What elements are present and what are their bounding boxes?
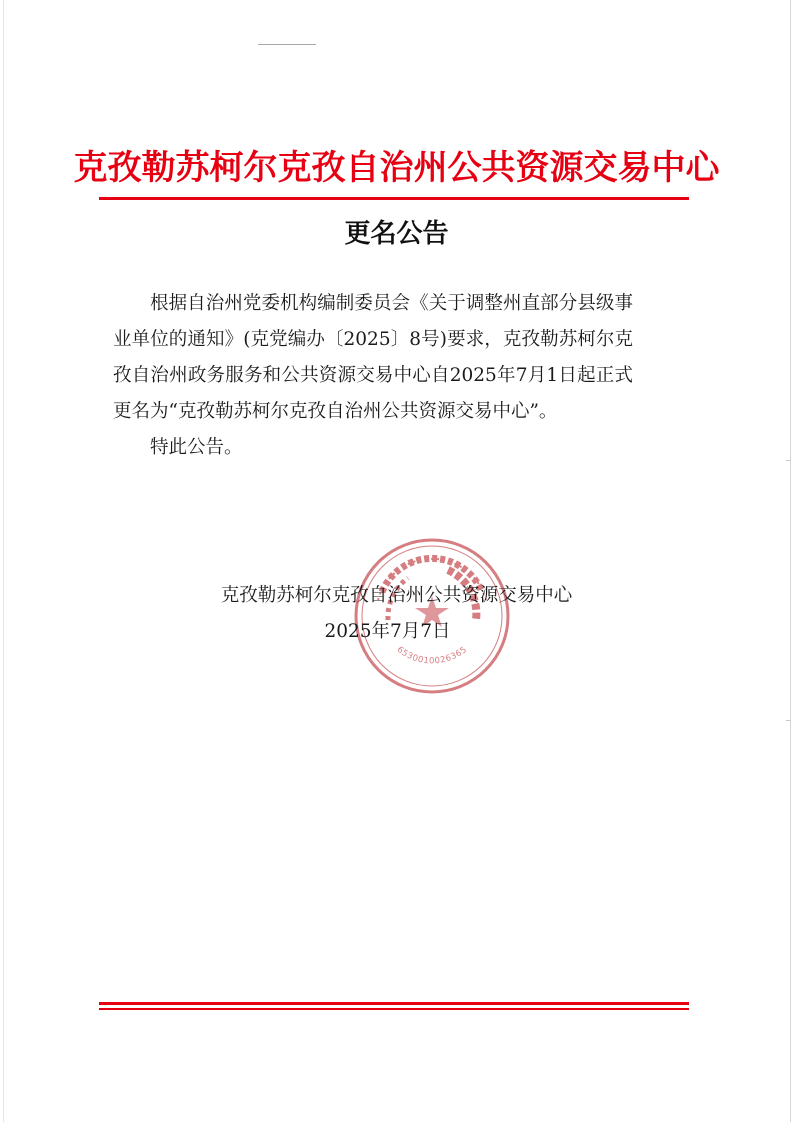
margin-tick [786,460,791,461]
issue-date: 2025年7月7日 [324,621,451,642]
margin-tick [786,720,791,721]
scan-mark [258,44,316,45]
footer-rule-thick [99,1002,689,1005]
header-red-rule [99,197,689,200]
issuer-name: 克孜勒苏柯尔克孜自治州公共资源交易中心 [220,585,573,606]
signature-block [0,578,793,650]
document-title: 更名公告 [344,219,449,249]
page-left-edge [3,0,4,1122]
body-paragraph-1: 根据自治州党委机构编制委员会《关于调整州直部分县级事业单位的通知》(克党编办〔2025〕8号)要求，克孜勒苏柯尔克孜自治州政务服务和公共资源交易中心自2025年7月1日起正式更名为“克孜勒苏柯尔克孜自治州公共资源交易中心”。 [113,293,633,422]
footer-red-rules [99,1002,689,1014]
page-right-edge [790,0,791,1122]
organization-header: 克孜勒苏柯尔克孜自治州公共资源交易中心 [73,148,720,188]
seal-serial-number: 6530010026365 [394,644,470,667]
body-paragraph-2: 特此公告。 [150,437,243,458]
document-body [113,286,633,466]
footer-rule-thin [99,1008,689,1010]
